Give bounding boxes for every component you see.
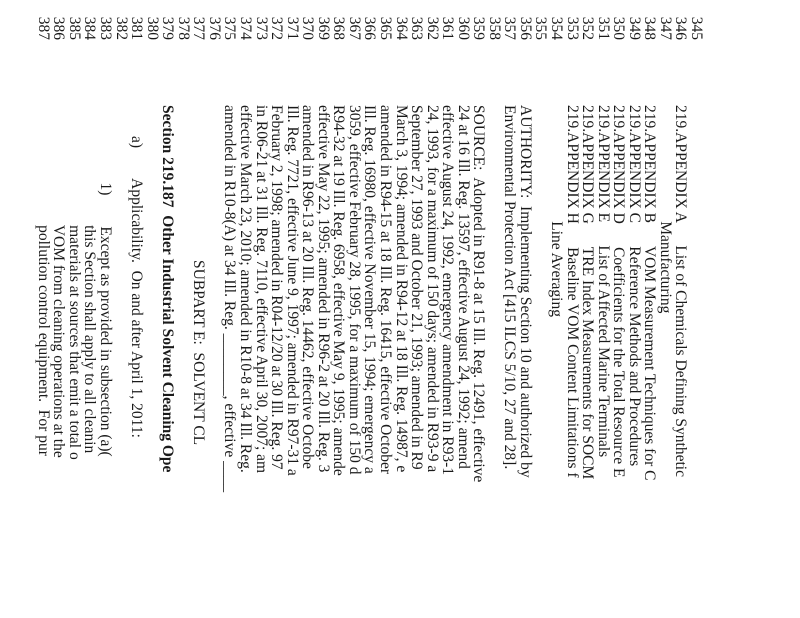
line-number: 372 <box>268 16 286 40</box>
line-number: 371 <box>283 16 301 40</box>
text-line: September 27, 1993 and October 21, 1993; amended in R9 <box>408 105 426 470</box>
line-number: 377 <box>190 16 208 40</box>
text-line: SUBPART E: SOLVENT CL <box>190 105 208 446</box>
text-line: 24 at 16 Ill. Reg. 13597, effective August 24, 1992; amend <box>454 105 472 469</box>
text-line: AUTHORITY: Implementing Section 10 and authorized by <box>516 105 534 478</box>
line-number: 360 <box>454 16 472 40</box>
line-number: 362 <box>423 16 441 40</box>
text-line: February 2, 1998; amended in R04-12/20 at 30 Ill. Reg. 97 <box>268 105 286 470</box>
text-line: 219.APPENDIX C Reference Methods and Procedures <box>625 105 643 467</box>
line-number: 383 <box>97 16 115 40</box>
text-line: 219.APPENDIX D Coefficients for the Total Resource E <box>610 105 628 478</box>
text-line: amended in R10-8(A) at 34 Ill. Reg. ________, effective ____ <box>221 105 239 493</box>
line-number: 363 <box>408 16 426 40</box>
line-number: 358 <box>485 16 503 40</box>
line-number: 351 <box>594 16 612 40</box>
text-line: Manufacturing <box>656 105 674 314</box>
text-line: 1) Except as provided in subsection (a)( <box>97 105 115 457</box>
line-number: 345 <box>688 16 705 40</box>
text-line: effective March 23, 2010; amended in R10-8 at 34 Ill. Reg. <box>237 105 254 473</box>
line-number: 354 <box>548 16 565 40</box>
line-number: 375 <box>221 16 239 40</box>
text-line: Ill. Reg. 16980, effective November 15, 1994; emergency a <box>361 105 379 474</box>
text-line: R94-32 at 19 Ill. Reg. 6958, effective May 9, 1995; amende <box>330 105 348 476</box>
text-line: a) Applicability. On and after April 1, 2011: <box>128 105 146 438</box>
line-number: 387 <box>34 16 52 40</box>
line-number: 367 <box>345 16 363 40</box>
line-number: 349 <box>625 16 643 40</box>
text-line: 219.APPENDIX G TRE Index Measurements for SOCM <box>579 105 597 480</box>
line-number: 346 <box>672 16 690 40</box>
line-number: 385 <box>66 16 83 40</box>
text-line: amended in R96-13 at 20 Ill. Reg. 14462, effective Octobe <box>299 105 317 469</box>
text-line: SOURCE: Adopted in R91-8 at 15 Ill. Reg. 12491, effective <box>470 105 488 483</box>
line-number: 369 <box>314 16 332 40</box>
line-number: 382 <box>112 16 130 40</box>
line-number: 373 <box>252 16 270 40</box>
line-number: 347 <box>656 16 674 40</box>
text-line: VOM from cleaning operations at the <box>50 105 68 458</box>
line-number: 353 <box>563 16 581 40</box>
line-number: 381 <box>128 16 146 40</box>
text-line: 24, 1993, for a maximum of 150 days; amended in R93-9 a <box>423 105 441 473</box>
line-number: 359 <box>470 16 488 40</box>
line-number: 379 <box>159 16 177 40</box>
line-number: 364 <box>392 16 410 40</box>
text-line: materials at sources that emit a total o <box>66 105 83 460</box>
text-line: 3059, effective February 28, 1995, for a maximum of 150 d <box>345 105 363 475</box>
text-line: effective August 24, 1992, emergency amendment in R93-1 <box>439 105 457 476</box>
line-number: 355 <box>532 16 550 40</box>
text-line: this Section shall apply to all cleanin <box>81 105 99 454</box>
section-heading: Section 219.187 Other Industrial Solvent Cleaning Ope <box>159 105 177 473</box>
text-line: 219.APPENDIX A List of Chemicals Defining Synthetic <box>672 105 690 477</box>
text-line: effective May 22, 1995; amended in R96-2 at 20 Ill. Reg. 3 <box>314 105 332 473</box>
text-line: in R06-21 at 31 Ill. Reg. 7110, effective April 30, 2007; am <box>252 105 270 474</box>
line-number: 370 <box>299 16 317 40</box>
text-line: March 3, 1994; amended in R94-12 at 18 Ill. Reg. 14987, e <box>392 105 410 473</box>
text-line: Environmental Protection Act [415 ILCS 5/10, 27 and 28]. <box>501 105 519 470</box>
line-number: 361 <box>439 16 457 40</box>
line-number: 380 <box>143 16 161 40</box>
text-line: amended in R94-15 at 18 Ill. Reg. 16415, effective October <box>377 105 394 475</box>
line-number: 386 <box>50 16 68 40</box>
line-number: 374 <box>237 16 254 40</box>
text-line: 219.APPENDIX E List of Affected Marine Terminals <box>594 105 612 458</box>
line-number: 376 <box>206 16 223 40</box>
line-number: 368 <box>330 16 348 40</box>
text-line: 219.APPENDIX H Baseline VOM Content Limitations f <box>563 105 581 478</box>
line-number: 366 <box>361 16 379 40</box>
line-number: 350 <box>610 16 628 40</box>
line-number: 378 <box>174 16 192 40</box>
text-line: 219.APPENDIX B VOM Measurement Techniques for C <box>641 105 659 481</box>
line-number: 365 <box>377 16 394 40</box>
text-line: pollution control equipment. For pur <box>34 105 52 456</box>
line-number: 357 <box>501 16 519 40</box>
line-number: 356 <box>516 16 534 40</box>
line-number: 384 <box>81 16 99 40</box>
line-number: 352 <box>579 16 597 40</box>
text-line: Line Averaging <box>548 105 565 317</box>
line-number: 348 <box>641 16 659 40</box>
text-line: Ill. Reg. 7721, effective June 9, 1997; amended in R97-31 a <box>283 105 301 476</box>
